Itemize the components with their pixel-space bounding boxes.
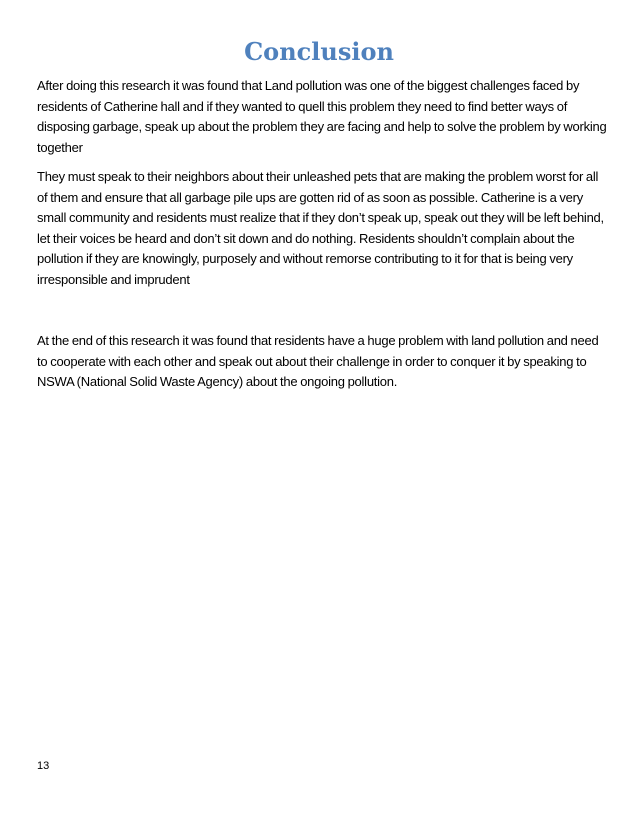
paragraph-1: After doing this research it was found that Land pollution was one of the biggest challenges faced by residents of Catherine hall and if they wanted to quell this problem they need to find better ways of disposing garbage, speak up about the problem they are facing and help to solve the problem by working together [37,78,607,155]
paragraph-3: At the end of this research it was found that residents have a huge problem with land pollution and need to cooperate with each other and speak out about their challenge in order to conquer it by speaking to NSWA (National Solid Waste Agency) about the ongoing pollution. [37,333,599,389]
page-title: Conclusion [244,37,394,66]
paragraph-2: They must speak to their neighbors about their unleashed pets that are making the problem worst for all of them and ensure that all garbage pile ups are gotten rid of as soon as possible. Catherine is a very small community and residents must realize that if they don’t speak up, speak out they will be left behind, let their voices be heard and don’t sit down and do nothing. Residents shouldn’t complain about the pollution if they are knowingly, purposely and without remorse contributing to it for that is being very irresponsible and imprudent [37,169,604,287]
page-number: 13 [37,760,50,772]
